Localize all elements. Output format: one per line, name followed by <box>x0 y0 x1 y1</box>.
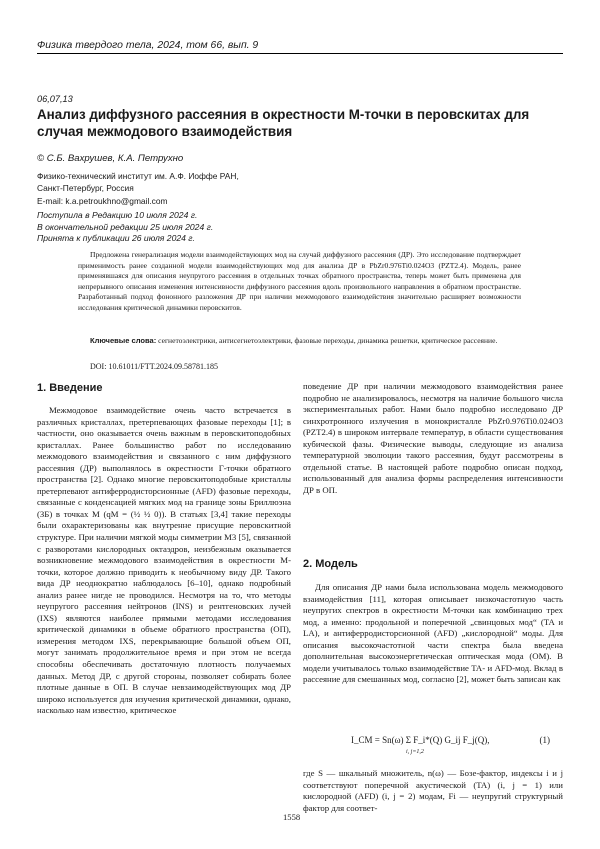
equation-number: (1) <box>539 735 550 745</box>
section-heading-model: 2. Модель <box>303 558 358 570</box>
affiliation <box>37 170 239 194</box>
keywords-label: Ключевые слова: <box>90 336 157 345</box>
journal-header: Физика твердого тела, 2024, том 66, вып. 9 <box>37 40 259 51</box>
abstract: Предложена генерализация модели взаимодействующих мод на случай диффузного рассеяния (ДР). Это исследование подтверждает применимость ранее созданной модели взаимодействующих мод для анализа ДР в PbZr0.976Ti0.024O3 (PZT2.4). Модель, ранее применявшаяся для описания неупругого рассеяния в отдельных точках обратного пространства, теперь может быть применена для непрерывного описания изменения интенсивности диффузного рассеяния вдоль произвольного направления в обратном пространстве. Разработанный подход фононного разложения ДР при наличии межмодового взаимодействия значительно расширяет возможности исследования критической динамики перовскитов. <box>78 250 521 312</box>
date-accepted: Принята к публикации 26 июля 2024 г. <box>37 233 195 243</box>
udc-code: 06,07,13 <box>37 94 73 104</box>
keywords-text: сегнетоэлектрики, антисегнетоэлектрики, фазовые переходы, динамика решетки, критическое рассеяние. <box>158 336 498 345</box>
article-title: Анализ диффузного рассеяния в окрестности M-точки в перовскитах для случая межмодового взаимодействия <box>37 107 530 139</box>
left-column <box>37 405 291 717</box>
page-number: 1558 <box>283 812 301 822</box>
paragraph: Для описания ДР нами была использована модель межмодового взаимодействия [11], которая описывает низкочастотную часть неупругих спектров в окрестности M-точки как комбинацию трех мод, а именно: продольной и поперечной „свинцовых мод“ (TA и LA), и антиферродисторсионной (AFD) „кислородной“ моды. Для описания высокочастотной части спектра была введена дополнительная высокоэнергетическая оптическая мода (OM). В модели учитывалось только взаимодействие TA- и AFD-мод. Вклад в рассеяние для смешанных мод, согласно [2], может быть записан как <box>303 582 563 685</box>
right-column-top <box>303 381 563 496</box>
equation-expression: I_CM = Sn(ω) Σ F_i*(Q) G_ij F_j(Q), <box>351 735 490 745</box>
right-column-model <box>303 582 563 686</box>
affiliation-line: Физико-технический институт им. А.Ф. Иоффе РАН, <box>37 171 239 181</box>
equation-sum-index: i, j=1,2 <box>406 749 424 755</box>
keywords <box>78 336 521 347</box>
paragraph: поведение ДР при наличии межмодового взаимодействия ранее подробно не анализировалось, несмотря на наличие большого числа экспериментальных работ. Нами было подробно исследовано ДР синхротронного излучения в монокристалле PbZr0.976Ti0.024O3 (PZT2.4) в широком интервале температур, в области существования кубической фазы. Физические выводы, следующие из анализа температурной эволюции такого рассеяния, будут рассмотрены в отдельной статье. В настоящей работе подробно описан подход, использованный для анализа формы распределения интенсивности ДР в ОП. <box>303 381 563 495</box>
date-received: Поступила в Редакцию 10 июля 2024 г. <box>37 210 198 220</box>
affiliation-line: Санкт-Петербург, Россия <box>37 183 134 193</box>
header-rule <box>37 53 563 54</box>
authors: © С.Б. Вахрушев, К.А. Петрухно <box>37 153 184 164</box>
article-dates <box>37 210 213 245</box>
right-column-bottom <box>303 768 563 814</box>
equation-1 <box>303 733 563 763</box>
paragraph: Межмодовое взаимодействие очень часто встречается в различных кристаллах, претерпевающих фазовые переходы [1]; в частности, оно оказывается очень важным в перовскитоподобных кристаллах. Ранее большинство работ по исследованию межмодового взаимодействия и связанного с ним диффузного рассеяния (ДР) выполнялось в окрестности Г-точки обратного пространства [2]. Однако многие перовскитоподобные кристаллы претерпевают антиферродисторсионные (AFD) фазовые переходы, связанные с конденсацией мягких мод на границе зоны Бриллюэна (ЗБ) в точках M (qM = (½ ½ 0)). В статьях [3,4] такие переходы были охарактеризованы как внутренне присущие перовскитной структуре. При наличии мягкой моды симметрии M3 [5], связанной с разворотами кислородных октаэдров, неизбежным оказывается возникновение межмодового взаимодействия в окрестности M-точки, которое должно приводить к необычному виду ДР. Такого вида ДР неоднократно наблюдалось [6–10], однако подробный анализ ранее нигде не проводился. Несмотря на то, что методы неупругого рассеяния нейтронов (INS) и рентгеновских лучей (IXS) являются наиболее прямыми методами исследования критической динамики в объеме обратного пространства (ОП), измерения методом IXS, перекрывающие большой объем ОП, могут занимать продолжительное время и при этом не всегда способны обеспечивать достаточную плотность получаемых данных. Метод ДР, с другой стороны, позволяет собирать более плотные данные в ОП. В случае невзаимодействующих мод ДР широко используется для изучения критической динамики, однако, насколько нам известно, критическое <box>37 405 291 716</box>
section-heading-introduction: 1. Введение <box>37 382 103 394</box>
email[interactable]: E-mail: k.a.petroukhno@gmail.com <box>37 196 168 206</box>
doi[interactable]: DOI: 10.61011/FTT.2024.09.58781.185 <box>90 362 218 371</box>
paragraph: где S — шкальный множитель, n(ω) — Бозе-фактор, индексы i и j соответствуют поперечной акустической (TA) (i, j = 1) или кислородной (AFD) (i, j = 2) модам, Fi — неупругий структурный фактор для соответ- <box>303 768 563 813</box>
date-revised: В окончательной редакции 25 июля 2024 г. <box>37 221 214 232</box>
